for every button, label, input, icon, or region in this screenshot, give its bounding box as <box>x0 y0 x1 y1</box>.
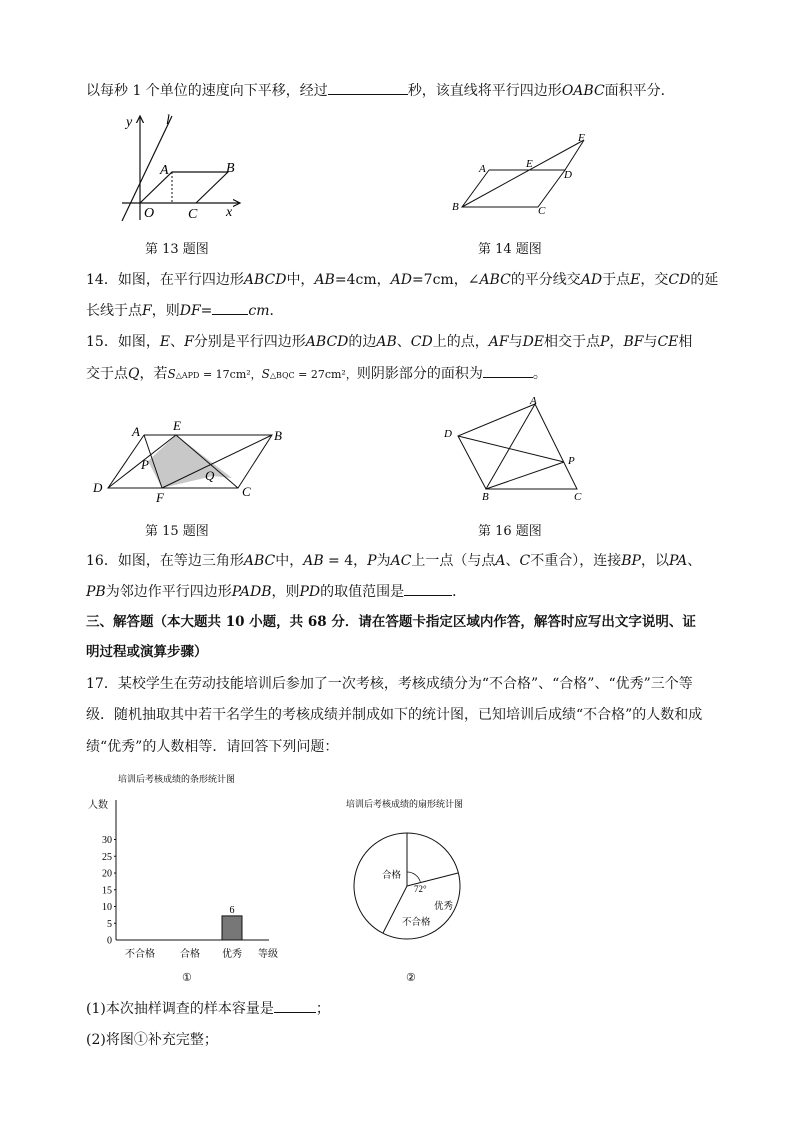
chart-title: 培训后考核成绩的条形统计图 <box>118 774 236 784</box>
bar <box>222 916 242 940</box>
label-A: A <box>479 163 486 175</box>
label-A: A <box>530 395 537 407</box>
label-P: P <box>568 455 575 467</box>
bar-chart <box>84 768 294 990</box>
label-A: A <box>132 424 140 439</box>
pie-label-buhege: 不合格 <box>402 918 431 928</box>
y-tick-label: 15 <box>102 885 112 897</box>
q14-line1: 14．如图，在平行四边形ABCD中，AB=4cm，AD=7cm，∠ABC的平分线交AD于点E，交CD的延 <box>86 272 719 288</box>
figure-15 <box>90 418 290 503</box>
section-3-heading: 三、解答题（本大题共 10 小题，共 68 分．请在答题卡指定区域内作答，解答时应写出文字说明、证 <box>86 614 696 630</box>
label-F: F <box>156 490 164 503</box>
label-B: B <box>274 428 282 443</box>
y-tick-label: 0 <box>107 935 112 947</box>
label-C: C <box>574 491 582 503</box>
chart-title: 培训后考核成绩的扇形统计图 <box>346 799 464 809</box>
label-Q: Q <box>205 468 215 483</box>
answer-blank[interactable] <box>274 998 316 1013</box>
caption-16: 第 16 题图 <box>478 524 542 539</box>
label-B: B <box>482 491 489 503</box>
angle-annotation: 72° <box>414 884 427 894</box>
label-F: F <box>578 132 585 144</box>
q17-sub2: (2)将图①补充完整； <box>86 1032 218 1048</box>
label-O: O <box>144 206 155 221</box>
label-y: y <box>126 115 133 130</box>
q17-line1: 17．某校学生在劳动技能培训后参加了一次考核，考核成绩分为“不合格”、“合格”、“优秀”三个等 <box>86 676 693 692</box>
bar-data-label: 6 <box>229 904 235 916</box>
pie-label-hege: 合格 <box>382 871 402 881</box>
q15-line1: 15．如图，E、F分别是平行四边形ABCD的边AB、CD上的点，AF与DE相交于点P，BF与CE相 <box>86 334 693 350</box>
x-category-label: 优秀 <box>222 949 242 960</box>
x-axis-label: 等级 <box>258 949 278 960</box>
q16-line2: PB为邻边作平行四边形PADB，则PD的取值范围是 ． <box>86 581 466 602</box>
figure-13 <box>100 108 250 223</box>
figure-16 <box>438 392 598 507</box>
x-category-label: 不合格 <box>125 949 155 960</box>
angle-arc <box>407 872 420 882</box>
caption-13: 第 13 题图 <box>145 242 209 257</box>
label-E: E <box>173 418 181 433</box>
figure-14 <box>448 128 598 218</box>
label-E: E <box>526 158 533 170</box>
answer-blank[interactable] <box>328 80 408 95</box>
caption-15: 第 15 题图 <box>145 524 209 539</box>
figure-label-1: ① <box>182 972 192 984</box>
label-D: D <box>93 480 103 495</box>
caption-14: 第 14 题图 <box>478 242 542 257</box>
answer-blank[interactable] <box>483 363 533 378</box>
label-D: D <box>444 428 452 440</box>
label-C: C <box>188 207 198 222</box>
pie-label-youxiu: 优秀 <box>434 902 454 912</box>
label-A: A <box>160 163 169 178</box>
q13-text: 以每秒 1 个单位的速度向下平移，经过 秒，该直线将平行四边形OABC面积平分． <box>86 80 675 101</box>
label-l: l <box>166 113 170 128</box>
label-B: B <box>452 201 459 213</box>
x-category-label: 合格 <box>180 949 200 960</box>
label-P: P <box>141 457 149 472</box>
answer-blank[interactable] <box>212 300 248 315</box>
q17-line2: 级．随机抽取其中若干名学生的考核成绩并制成如下的统计图，已知培训后成绩“不合格”的人数和成 <box>86 707 703 723</box>
q17-sub1: (1)本次抽样调查的样本容量是 ； <box>86 998 330 1019</box>
y-tick-label: 20 <box>102 868 112 880</box>
y-tick-label: 10 <box>102 902 112 913</box>
q17-line3: 绩“优秀”的人数相等．请回答下列问题： <box>86 739 339 755</box>
q16-line1: 16．如图，在等边三角形ABC中，AB = 4，P为AC上一点（与点A、C不重合），连接BP，以PA、 <box>86 553 702 569</box>
label-B: B <box>226 161 235 176</box>
answer-blank[interactable] <box>404 581 452 596</box>
y-tick-label: 5 <box>107 918 112 930</box>
y-tick-label: 25 <box>102 851 112 863</box>
label-C: C <box>538 205 546 217</box>
q14-line2: 长线于点F，则DF= cm． <box>86 300 284 321</box>
label-C: C <box>242 484 251 499</box>
label-D: D <box>564 169 572 181</box>
y-tick-label: 30 <box>102 835 112 846</box>
section-3-heading-cont: 明过程或演算步骤） <box>86 644 208 660</box>
figure-label-2: ② <box>406 972 416 984</box>
label-x: x <box>226 205 233 220</box>
y-axis-label: 人数 <box>88 800 108 811</box>
pie-chart <box>340 795 500 990</box>
q15-line2: 交于点Q，若S△APD = 17cm²，S△BQC = 27cm²，则阴影部分的面积为 。 <box>86 363 547 386</box>
